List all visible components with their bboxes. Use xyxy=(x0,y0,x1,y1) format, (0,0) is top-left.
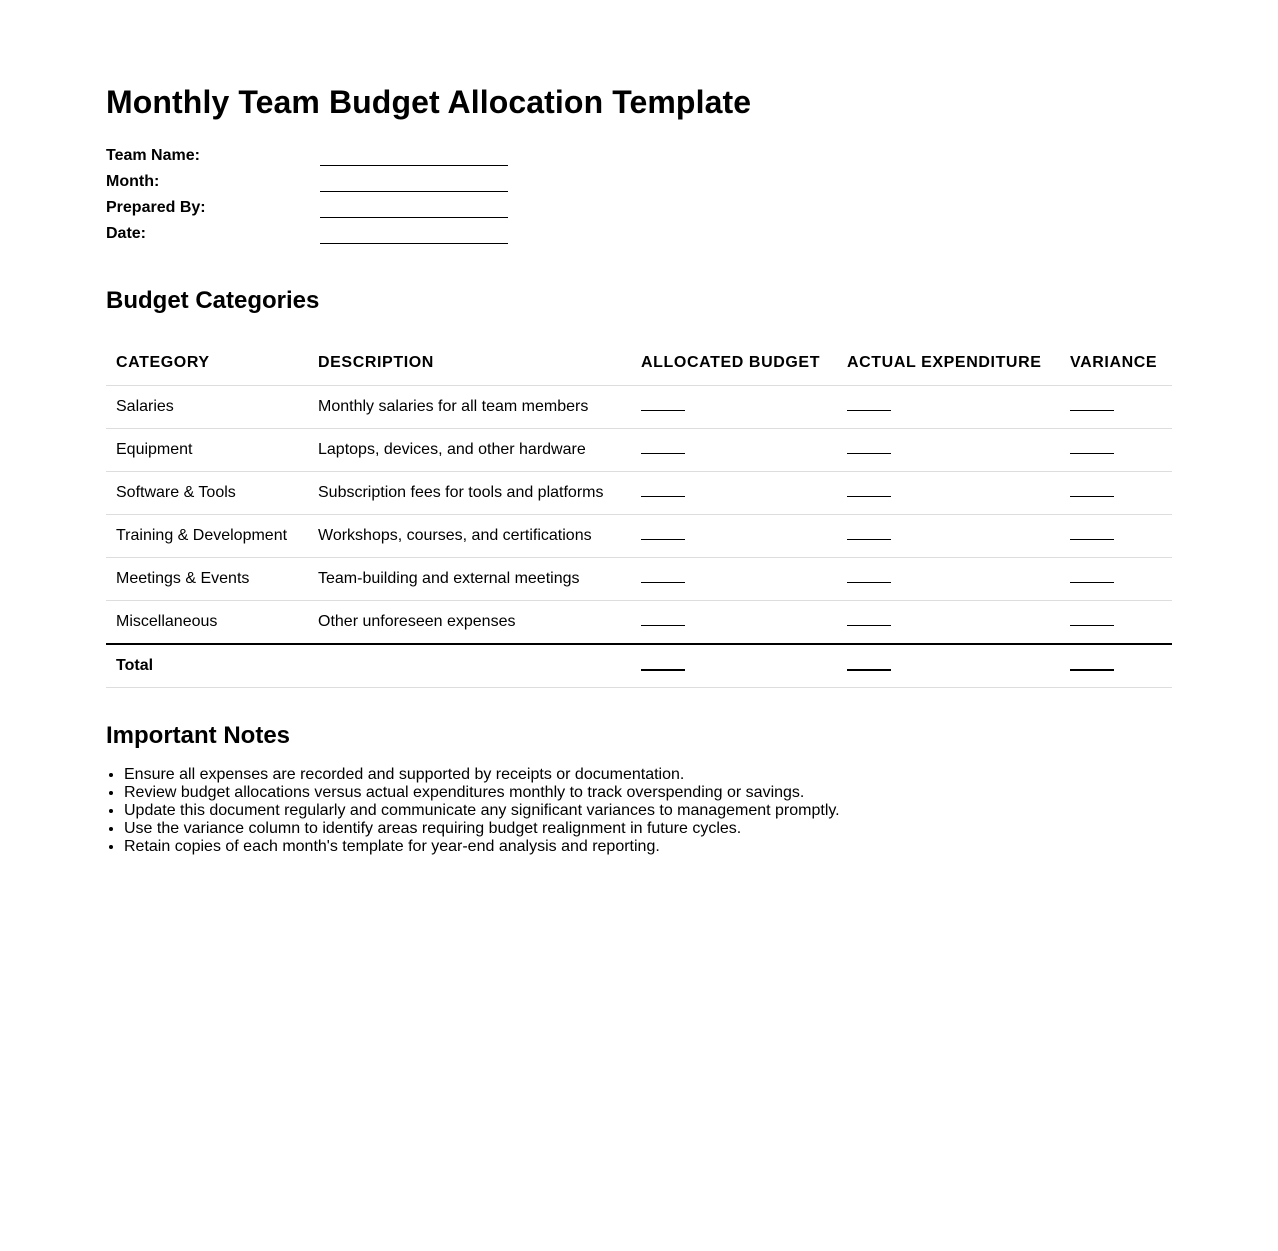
variance-blank[interactable] xyxy=(1070,398,1114,411)
column-header-category: CATEGORY xyxy=(106,341,308,386)
column-header-description: DESCRIPTION xyxy=(308,341,631,386)
category-cell: Equipment xyxy=(106,429,308,472)
allocated-blank[interactable] xyxy=(641,570,685,583)
actual-cell xyxy=(837,601,1060,645)
allocated-blank[interactable] xyxy=(641,613,685,626)
actual-cell xyxy=(837,386,1060,429)
actual-blank[interactable] xyxy=(847,398,891,411)
actual-blank[interactable] xyxy=(847,570,891,583)
variance-blank[interactable] xyxy=(1070,441,1114,454)
meta-row-month xyxy=(106,168,1172,194)
notes-list xyxy=(106,766,1172,856)
table-row xyxy=(106,601,1172,645)
prepared-by-field[interactable] xyxy=(320,216,508,218)
list-item: • Retain copies of each month's template for year-end analysis and reporting. xyxy=(124,838,1172,856)
allocated-cell xyxy=(631,472,837,515)
meta-label: Month: xyxy=(106,173,160,190)
column-header-actual-expenditure: ACTUAL EXPENDITURE xyxy=(837,341,1060,386)
allocated-cell xyxy=(631,515,837,558)
table-row xyxy=(106,558,1172,601)
notes-heading: Important Notes xyxy=(106,722,291,749)
variance-cell xyxy=(1060,472,1172,515)
variance-cell xyxy=(1060,601,1172,645)
variance-blank[interactable] xyxy=(1070,613,1114,626)
allocated-blank[interactable] xyxy=(641,398,685,411)
allocated-cell xyxy=(631,429,837,472)
table-header-row xyxy=(106,341,1172,386)
category-cell: Training & Development xyxy=(106,515,308,558)
date-field[interactable] xyxy=(320,242,508,244)
variance-blank[interactable] xyxy=(1070,570,1114,583)
variance-blank[interactable] xyxy=(1070,484,1114,497)
table-row xyxy=(106,515,1172,558)
meta-label: Team Name: xyxy=(106,147,200,164)
list-item: • Review budget allocations versus actual expenditures monthly to track overspending or savings. xyxy=(124,784,1172,802)
list-item: • Ensure all expenses are recorded and supported by receipts or documentation. xyxy=(124,766,1172,784)
description-cell: Team-building and external meetings xyxy=(308,558,631,601)
column-header-variance: VARIANCE xyxy=(1060,341,1172,386)
meta-label: Prepared By: xyxy=(106,199,206,216)
variance-cell xyxy=(1060,558,1172,601)
description-cell: Workshops, courses, and certifications xyxy=(308,515,631,558)
variance-cell xyxy=(1060,515,1172,558)
description-cell: Subscription fees for tools and platforms xyxy=(308,472,631,515)
total-description-cell xyxy=(308,644,631,688)
notes-section xyxy=(106,721,1172,856)
list-item: • Use the variance column to identify areas requiring budget realignment in future cycles. xyxy=(124,820,1172,838)
budget-heading: Budget Categories xyxy=(106,287,320,314)
category-cell: Salaries xyxy=(106,386,308,429)
page-title: Monthly Team Budget Allocation Template xyxy=(106,84,752,120)
meta-row-date xyxy=(106,220,1172,246)
description-cell: Monthly salaries for all team members xyxy=(308,386,631,429)
total-actual-cell xyxy=(837,644,1060,688)
table-row xyxy=(106,429,1172,472)
actual-cell xyxy=(837,515,1060,558)
meta-fields xyxy=(106,142,1172,246)
actual-blank[interactable] xyxy=(847,613,891,626)
month-field[interactable] xyxy=(320,190,508,192)
description-cell: Laptops, devices, and other hardware xyxy=(308,429,631,472)
column-header-allocated-budget: ALLOCATED BUDGET xyxy=(631,341,837,386)
category-cell: Miscellaneous xyxy=(106,601,308,645)
category-cell: Software & Tools xyxy=(106,472,308,515)
team-name-field[interactable] xyxy=(320,164,508,166)
budget-table xyxy=(106,341,1172,688)
variance-blank[interactable] xyxy=(1070,527,1114,540)
total-label: Total xyxy=(106,644,308,688)
allocated-blank[interactable] xyxy=(641,441,685,454)
actual-cell xyxy=(837,558,1060,601)
list-item: • Update this document regularly and communicate any significant variances to management promptly. xyxy=(124,802,1172,820)
meta-row-team-name xyxy=(106,142,1172,168)
total-variance-blank[interactable] xyxy=(1070,657,1114,671)
table-row xyxy=(106,386,1172,429)
meta-label: Date: xyxy=(106,225,147,242)
total-allocated-cell xyxy=(631,644,837,688)
total-variance-cell xyxy=(1060,644,1172,688)
total-actual-blank[interactable] xyxy=(847,657,891,671)
variance-cell xyxy=(1060,429,1172,472)
table-row xyxy=(106,472,1172,515)
budget-section xyxy=(106,286,1172,688)
allocated-blank[interactable] xyxy=(641,484,685,497)
total-allocated-blank[interactable] xyxy=(641,657,685,671)
description-cell: Other unforeseen expenses xyxy=(308,601,631,645)
actual-blank[interactable] xyxy=(847,527,891,540)
actual-cell xyxy=(837,429,1060,472)
actual-blank[interactable] xyxy=(847,441,891,454)
category-cell: Meetings & Events xyxy=(106,558,308,601)
allocated-cell xyxy=(631,601,837,645)
allocated-cell xyxy=(631,386,837,429)
variance-cell xyxy=(1060,386,1172,429)
allocated-blank[interactable] xyxy=(641,527,685,540)
actual-blank[interactable] xyxy=(847,484,891,497)
total-row xyxy=(106,644,1172,688)
actual-cell xyxy=(837,472,1060,515)
meta-row-prepared-by xyxy=(106,194,1172,220)
allocated-cell xyxy=(631,558,837,601)
